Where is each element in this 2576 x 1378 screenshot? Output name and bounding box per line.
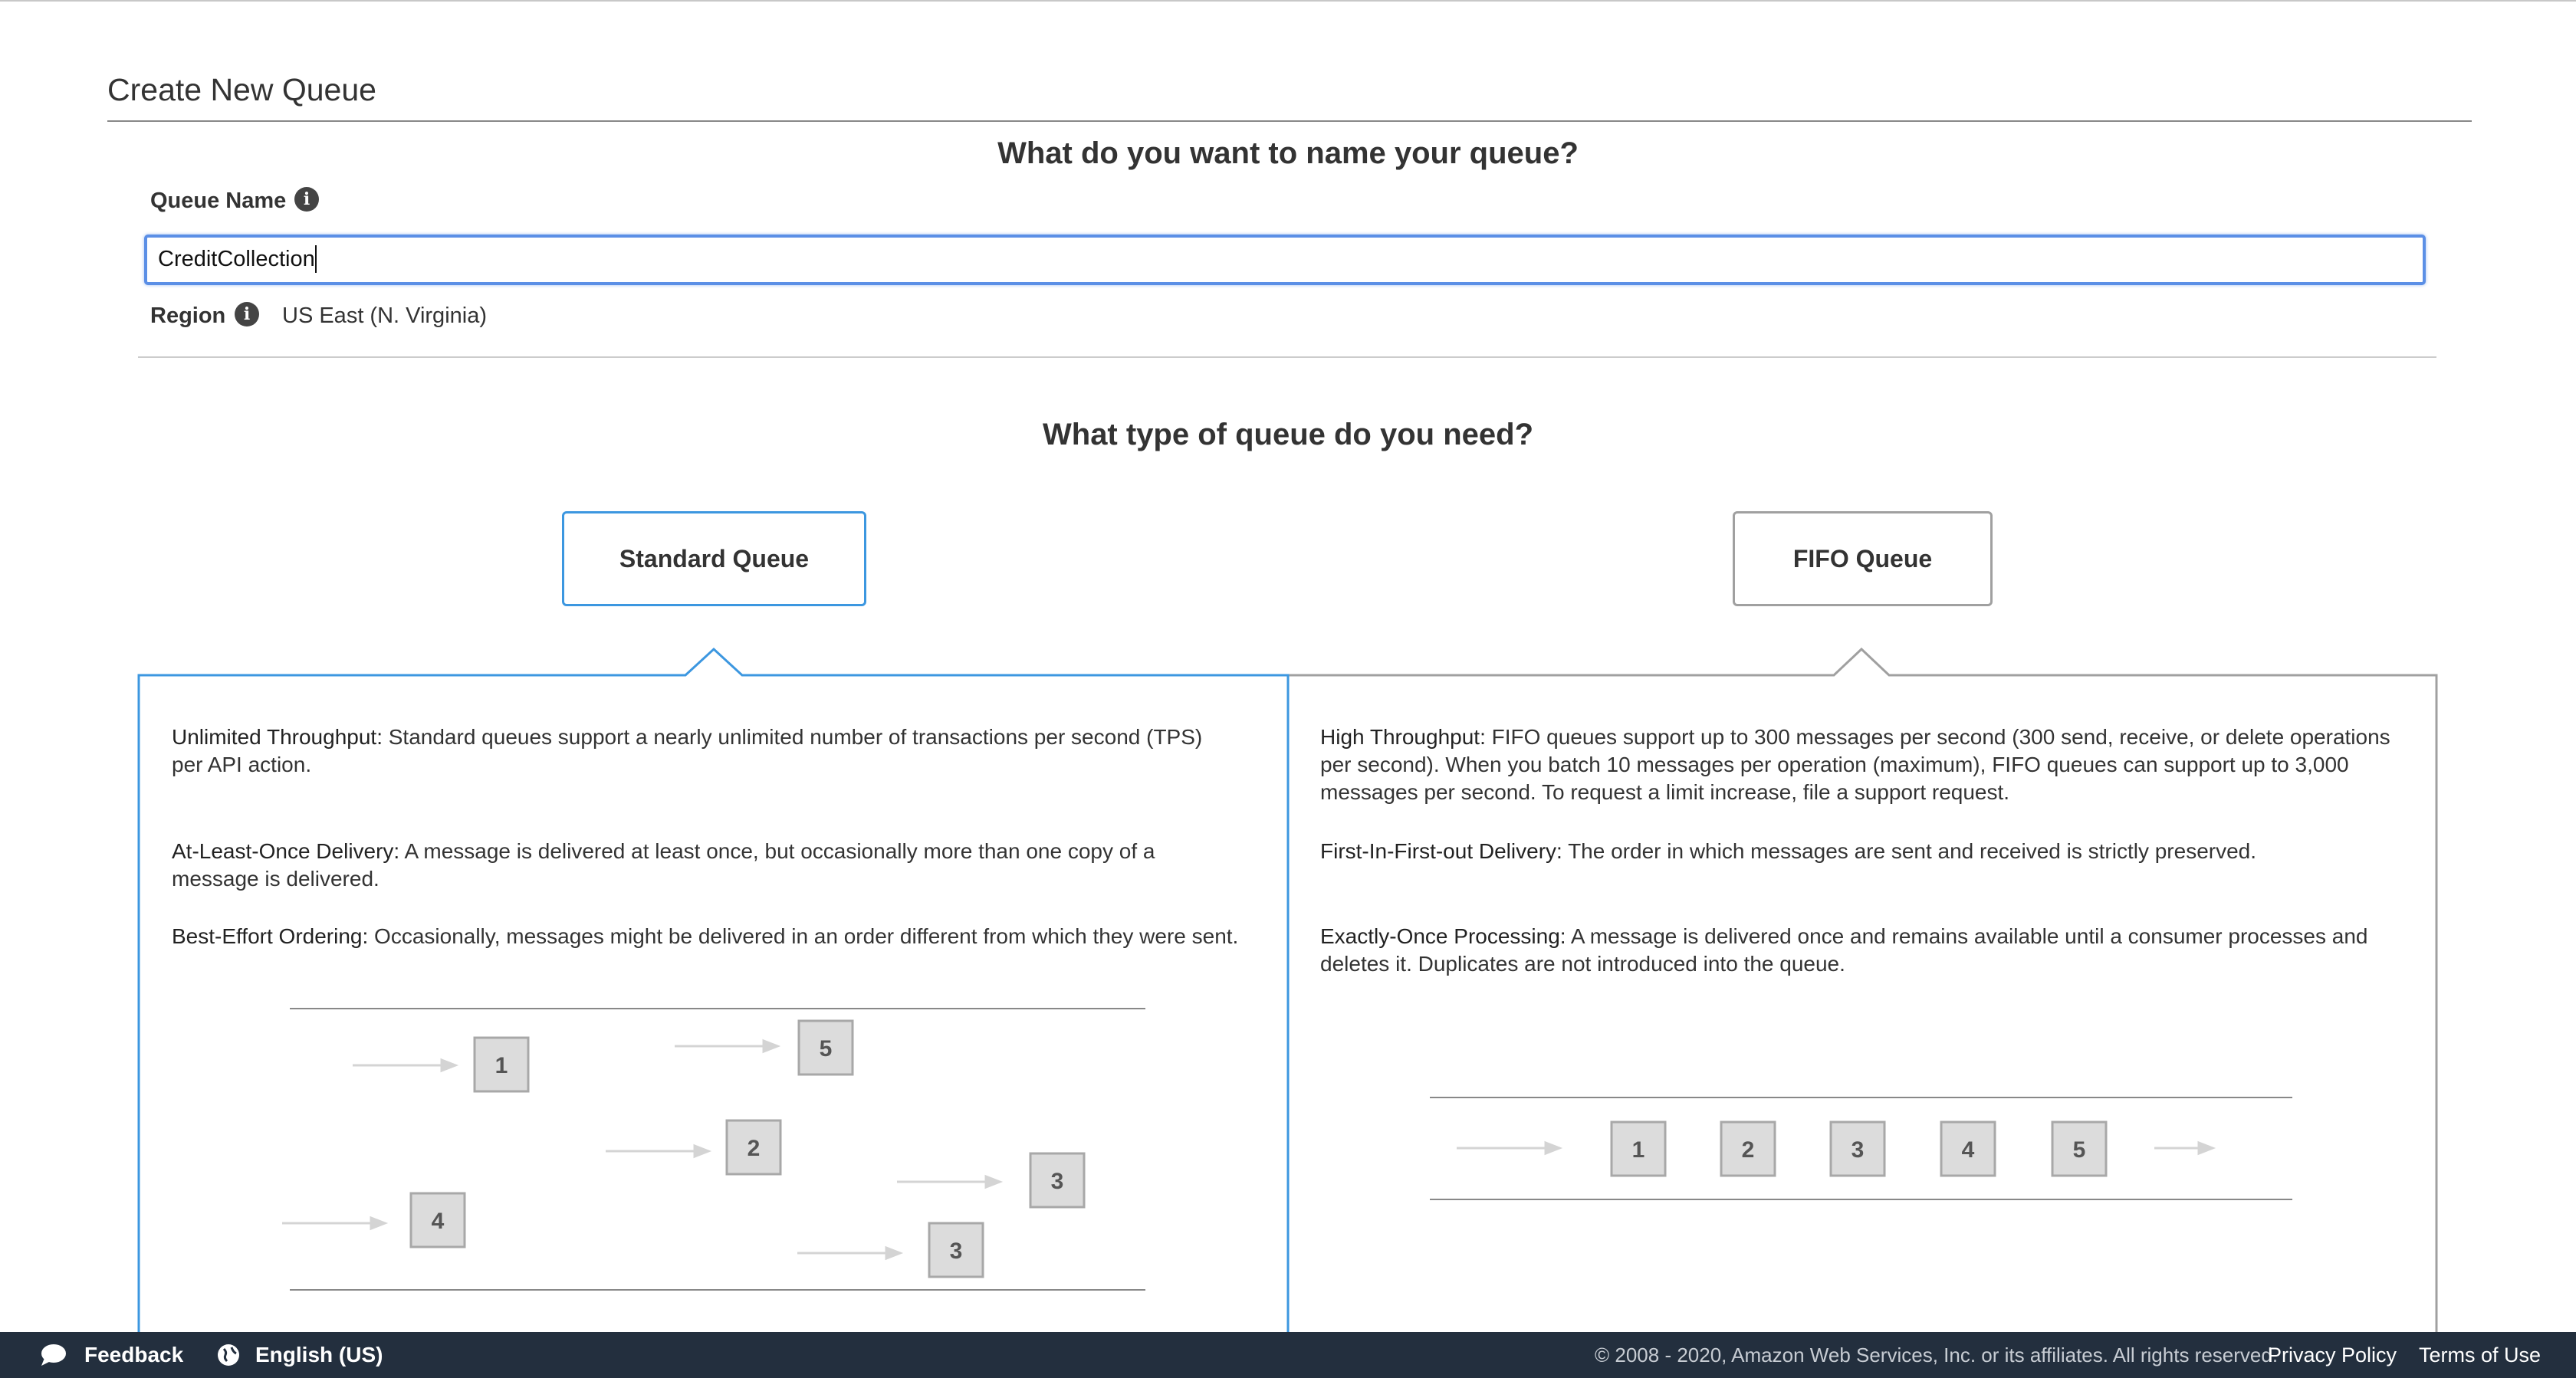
language-selector[interactable]: English (US) xyxy=(255,1343,383,1367)
feature-text: The order in which messages are sent and received is strictly preserved. xyxy=(1562,839,2257,863)
fifo-message-label: 5 xyxy=(2072,1137,2086,1163)
feature-text: A message is delivered at least once, but occasionally more than one copy of a message is delivered. xyxy=(172,839,1155,891)
arrow-head xyxy=(986,1176,1000,1187)
feedback-link[interactable]: Feedback xyxy=(84,1343,184,1367)
feature-text: A message is delivered once and remains available until a consumer processes and deletes it. Duplicates are not introduced into the queue. xyxy=(1320,924,2368,976)
page-title: Create New Queue xyxy=(107,72,376,107)
feature-title: High Throughput: xyxy=(1320,725,1486,749)
fifo-message-label: 1 xyxy=(1631,1137,1645,1163)
standard-feature-2 xyxy=(172,838,1230,893)
queue-name-value: CreditCollection xyxy=(158,247,315,271)
arrow-head xyxy=(764,1041,777,1052)
feature-title: Unlimited Throughput: xyxy=(172,725,383,749)
standard-message-label: 5 xyxy=(819,1036,833,1061)
arrow-head xyxy=(2199,1143,2213,1153)
type-heading: What type of queue do you need? xyxy=(1043,418,1533,451)
feature-title: First-In-First-out Delivery: xyxy=(1320,839,1562,863)
arrow-head xyxy=(442,1060,455,1071)
arrow-head xyxy=(695,1146,708,1157)
queue-name-info-icon[interactable]: i xyxy=(294,187,319,212)
privacy-policy-link[interactable]: Privacy Policy xyxy=(2268,1344,2397,1367)
standard-feature-3 xyxy=(172,923,1245,950)
feedback-icon xyxy=(38,1343,67,1367)
standard-message-label: 3 xyxy=(949,1239,963,1264)
feature-text: FIFO queues support up to 300 messages per second (300 send, receive, or delete operations per second). When you batch 10 messages per operation (maximum), FIFO queues can support up to 3,000 messages per second. To request a limit increase, file a support request. xyxy=(1320,725,2390,804)
feature-text: Standard queues support a nearly unlimited number of transactions per second (TPS) per API action. xyxy=(172,725,1203,776)
fifo-queue-button[interactable]: FIFO Queue xyxy=(1733,511,1993,606)
fifo-message-label: 3 xyxy=(1851,1137,1865,1163)
standard-queue-button[interactable]: Standard Queue xyxy=(562,511,866,606)
fifo-message-label: 4 xyxy=(1961,1137,1975,1163)
terms-of-use-link[interactable]: Terms of Use xyxy=(2419,1344,2542,1367)
region-value: US East (N. Virginia) xyxy=(282,303,487,328)
copyright-text: © 2008 - 2020, Amazon Web Services, Inc. or its affiliates. All rights reserved. xyxy=(1595,1344,2279,1367)
queue-name-label: Queue Name xyxy=(150,189,287,213)
region-info-icon[interactable]: i xyxy=(235,302,259,326)
standard-message-label: 4 xyxy=(431,1209,445,1234)
name-heading: What do you want to name your queue? xyxy=(997,136,1579,170)
standard-message-label: 2 xyxy=(747,1136,761,1161)
fifo-feature-1 xyxy=(1320,723,2394,806)
fifo-feature-2 xyxy=(1320,838,2394,865)
arrow-head xyxy=(1546,1143,1559,1153)
feature-title: At-Least-Once Delivery: xyxy=(172,839,400,863)
globe-icon xyxy=(216,1343,241,1367)
fifo-message-label: 2 xyxy=(1741,1137,1755,1163)
region-label: Region xyxy=(150,303,226,328)
arrow-head xyxy=(371,1218,385,1229)
fifo-feature-3 xyxy=(1320,923,2409,978)
standard-message-label: 1 xyxy=(495,1053,508,1078)
footer xyxy=(0,1332,2576,1378)
arrow-head xyxy=(886,1248,900,1258)
feature-title: Best-Effort Ordering: xyxy=(172,924,369,948)
feature-title: Exactly-Once Processing: xyxy=(1320,924,1566,948)
feature-text: Occasionally, messages might be delivered in an order different from which they were sent. xyxy=(368,924,1239,948)
standard-message-label: 3 xyxy=(1050,1169,1064,1194)
standard-feature-1 xyxy=(172,723,1230,779)
